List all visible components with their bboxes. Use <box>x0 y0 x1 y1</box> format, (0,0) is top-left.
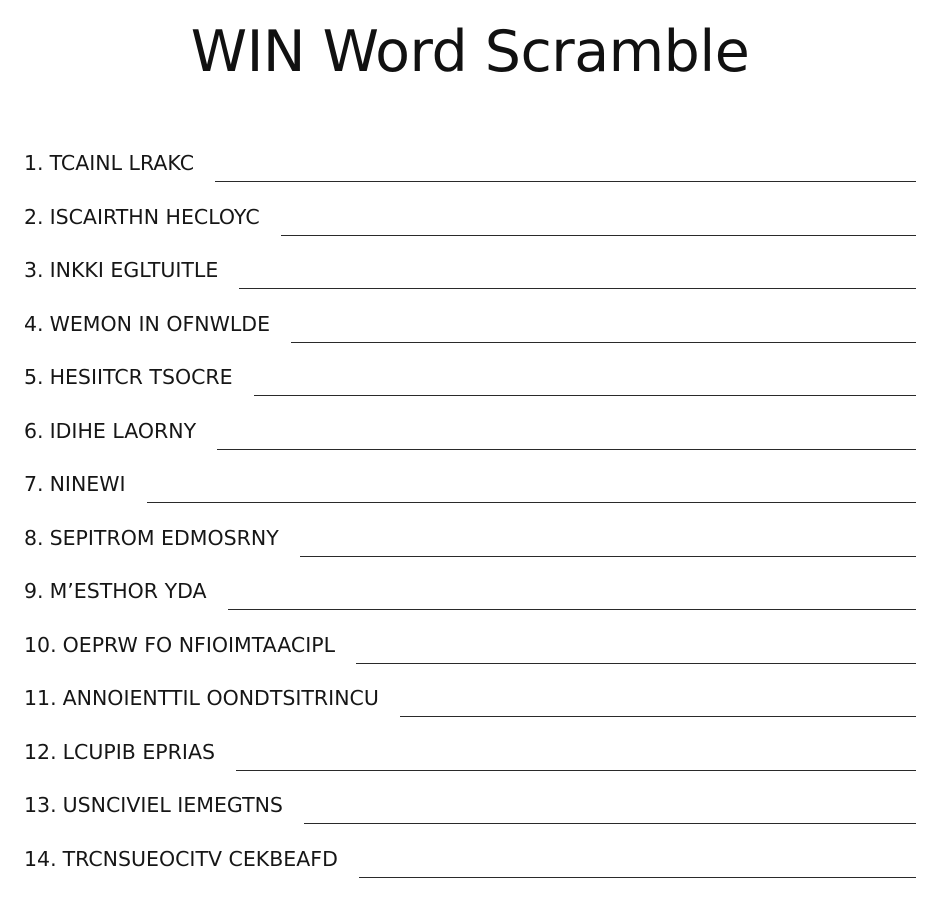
scramble-label <box>24 632 335 660</box>
scrambled-word: ANNOIENTTIL OONDTSITRINCU <box>62 686 379 710</box>
scrambled-word: TRCNSUEOCITV CEKBEAFD <box>62 846 338 871</box>
item-number: 5. <box>24 365 44 389</box>
item-number: 10. <box>24 632 57 657</box>
answer-line[interactable] <box>281 235 916 236</box>
scrambled-word: TCAINL LRAKC <box>49 151 195 175</box>
answer-line[interactable] <box>400 716 916 717</box>
scrambled-word: WEMON IN OFNWLDE <box>49 311 271 336</box>
scrambled-word: LCUPIB EPRIAS <box>62 739 215 764</box>
item-number: 12. <box>24 739 57 764</box>
scramble-label <box>24 471 126 499</box>
scrambled-word: IDIHE LAORNY <box>49 418 197 443</box>
scramble-item <box>24 392 916 446</box>
answer-line[interactable] <box>215 181 916 182</box>
scramble-label <box>24 739 215 767</box>
scrambled-word: M’ESTHOR YDA <box>49 579 207 603</box>
scramble-label <box>24 257 218 285</box>
item-number: 14. <box>24 846 57 871</box>
scramble-item <box>24 767 916 821</box>
answer-line[interactable] <box>304 823 916 824</box>
scramble-item <box>24 232 916 286</box>
scramble-item <box>24 285 916 339</box>
scramble-label <box>24 578 207 606</box>
scramble-label <box>24 311 270 339</box>
answer-line[interactable] <box>236 770 916 771</box>
scramble-item <box>24 553 916 607</box>
scrambled-word: OEPRW FO NFIOIMTAACIPL <box>62 632 336 657</box>
scrambled-word: SEPITROM EDMOSRNY <box>49 525 279 550</box>
scrambled-word: HESIITCR TSOCRE <box>49 365 233 389</box>
scramble-label <box>24 364 233 392</box>
item-number: 2. <box>24 204 44 229</box>
page-title: WIN Word Scramble <box>190 19 750 85</box>
item-number: 3. <box>24 258 44 282</box>
scramble-label <box>24 846 338 874</box>
scramble-item <box>24 660 916 714</box>
answer-line[interactable] <box>356 663 916 664</box>
answer-line[interactable] <box>239 288 916 289</box>
answer-line[interactable] <box>228 609 916 610</box>
scramble-item <box>24 178 916 232</box>
answer-line[interactable] <box>291 342 916 343</box>
answer-line[interactable] <box>300 556 916 557</box>
item-number: 11. <box>24 686 57 710</box>
scrambled-word: NINEWI <box>49 472 126 496</box>
answer-line[interactable] <box>217 449 916 450</box>
item-number: 1. <box>24 151 44 175</box>
scramble-label <box>24 150 194 178</box>
scramble-item <box>24 144 916 178</box>
scramble-item <box>24 446 916 500</box>
scramble-label <box>24 525 279 553</box>
scramble-label <box>24 418 196 446</box>
answer-line[interactable] <box>254 395 916 396</box>
scramble-list <box>24 144 916 874</box>
scramble-label <box>24 685 379 713</box>
item-number: 9. <box>24 579 44 603</box>
scrambled-word: ISCAIRTHN HECLOYC <box>49 204 260 229</box>
scrambled-word: USNCIVIEL IEMEGTNS <box>62 793 283 817</box>
scramble-label <box>24 204 260 232</box>
scramble-item <box>24 606 916 660</box>
item-number: 6. <box>24 418 44 443</box>
scramble-item <box>24 713 916 767</box>
scramble-item <box>24 820 916 874</box>
item-number: 13. <box>24 793 57 817</box>
answer-line[interactable] <box>359 877 916 878</box>
item-number: 8. <box>24 525 44 550</box>
scramble-item <box>24 499 916 553</box>
scramble-item <box>24 339 916 393</box>
item-number: 7. <box>24 472 44 496</box>
scrambled-word: INKKI EGLTUITLE <box>49 258 219 282</box>
scramble-label <box>24 792 283 820</box>
answer-line[interactable] <box>147 502 916 503</box>
item-number: 4. <box>24 311 44 336</box>
